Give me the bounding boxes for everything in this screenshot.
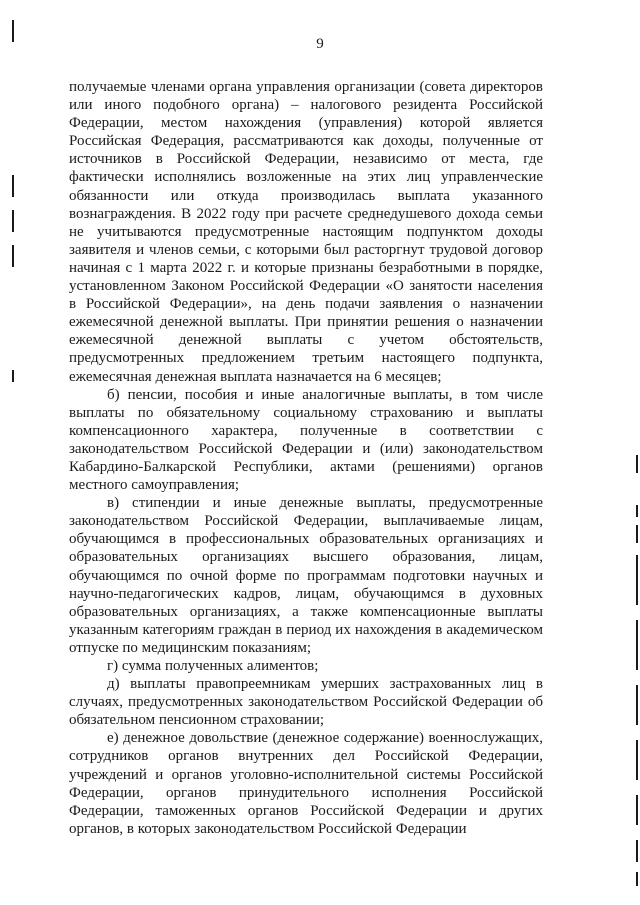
scan-edge-mark: [12, 245, 14, 267]
scan-edge-mark: [636, 685, 638, 725]
scan-edge-mark: [12, 175, 14, 197]
paragraph-continuation: получаемые членами органа управления организации (совета директоров или иного подобного органа) – налогового резидента Российской Федерации, местом нахождения (управления) которой является Российская Федерация, рассматриваются как доходы, полученные от источников в Российской Федерации, независимо от места, где фактически исполнялись возложенные на этих лиц управленческие обязанности или откуда производилась выплата указанного вознаграждения. В 2022 году при расчете среднедушевого дохода семьи не учитываются предусмотренные настоящим подпунктом доходы заявителя и членов семьи, с которыми был расторгнут трудовой договор начиная с 1 марта 2022 г. и которые признаны безработными в порядке, установленном Законом Российской Федерации «О занятости населения в Российской Федерации», на день подачи заявления о назначении ежемесячной денежной выплаты. При принятии решения о назначении ежемесячной денежной выплаты с учетом обстоятельств, предусмотренных предложением третьим настоящего подпункта, ежемесячная денежная выплата назначается на 6 месяцев;: [69, 79, 543, 385]
scan-edge-mark: [636, 840, 638, 862]
document-body: [69, 78, 543, 838]
paragraph-item-b: б) пенсии, пособия и иные аналогичные выплаты, в том числе выплаты по обязательному социальному страхованию и выплаты компенсационного характера, полученные в соответствии с законодательством Российской Федерации и (или) законодательством Кабардино-Балкарской Республики, актами (решениями) органов местного самоуправления;: [69, 386, 543, 494]
scan-edge-mark: [12, 210, 14, 232]
scan-edge-mark: [636, 505, 638, 517]
scan-edge-mark: [636, 525, 638, 543]
scan-edge-mark: [636, 872, 638, 886]
page-number: 9: [316, 36, 324, 52]
paragraph-item-d: д) выплаты правопреемникам умерших застрахованных лиц в случаях, предусмотренных законодательством Российской Федерации об обязательном пенсионном страховании;: [69, 676, 543, 729]
paragraph-item-v: в) стипендии и иные денежные выплаты, предусмотренные законодательством Российской Федерации, выплачиваемые лицам, обучающимся в профессиональных образовательных организациях и образовательных организациях высшего образования, лицам, обучающимся по очной форме по программам подготовки научных и научно-педагогических кадров, лицам, обучающимся в духовных образовательных организациях, а также компенсационные выплаты указанным категориям граждан в период их нахождения в академическом отпуске по медицинским показаниям;: [69, 495, 543, 656]
scan-edge-mark: [636, 795, 638, 825]
scan-edge-mark: [636, 455, 638, 473]
scan-edge-mark: [636, 555, 638, 605]
scan-edge-mark: [636, 620, 638, 670]
scan-edge-mark: [636, 740, 638, 780]
paragraph-item-e: е) денежное довольствие (денежное содержание) военнослужащих, сотрудников органов внутренних дел Российской Федерации, учреждений и органов уголовно-исполнительной системы Российской Федерации, органов принудительного исполнения Российской Федерации, таможенных органов Российской Федерации и других органов, в которых законодательством Российской Федерации: [69, 730, 543, 837]
paragraph-item-g: г) сумма полученных алиментов;: [107, 658, 319, 674]
scan-edge-mark: [12, 370, 14, 382]
